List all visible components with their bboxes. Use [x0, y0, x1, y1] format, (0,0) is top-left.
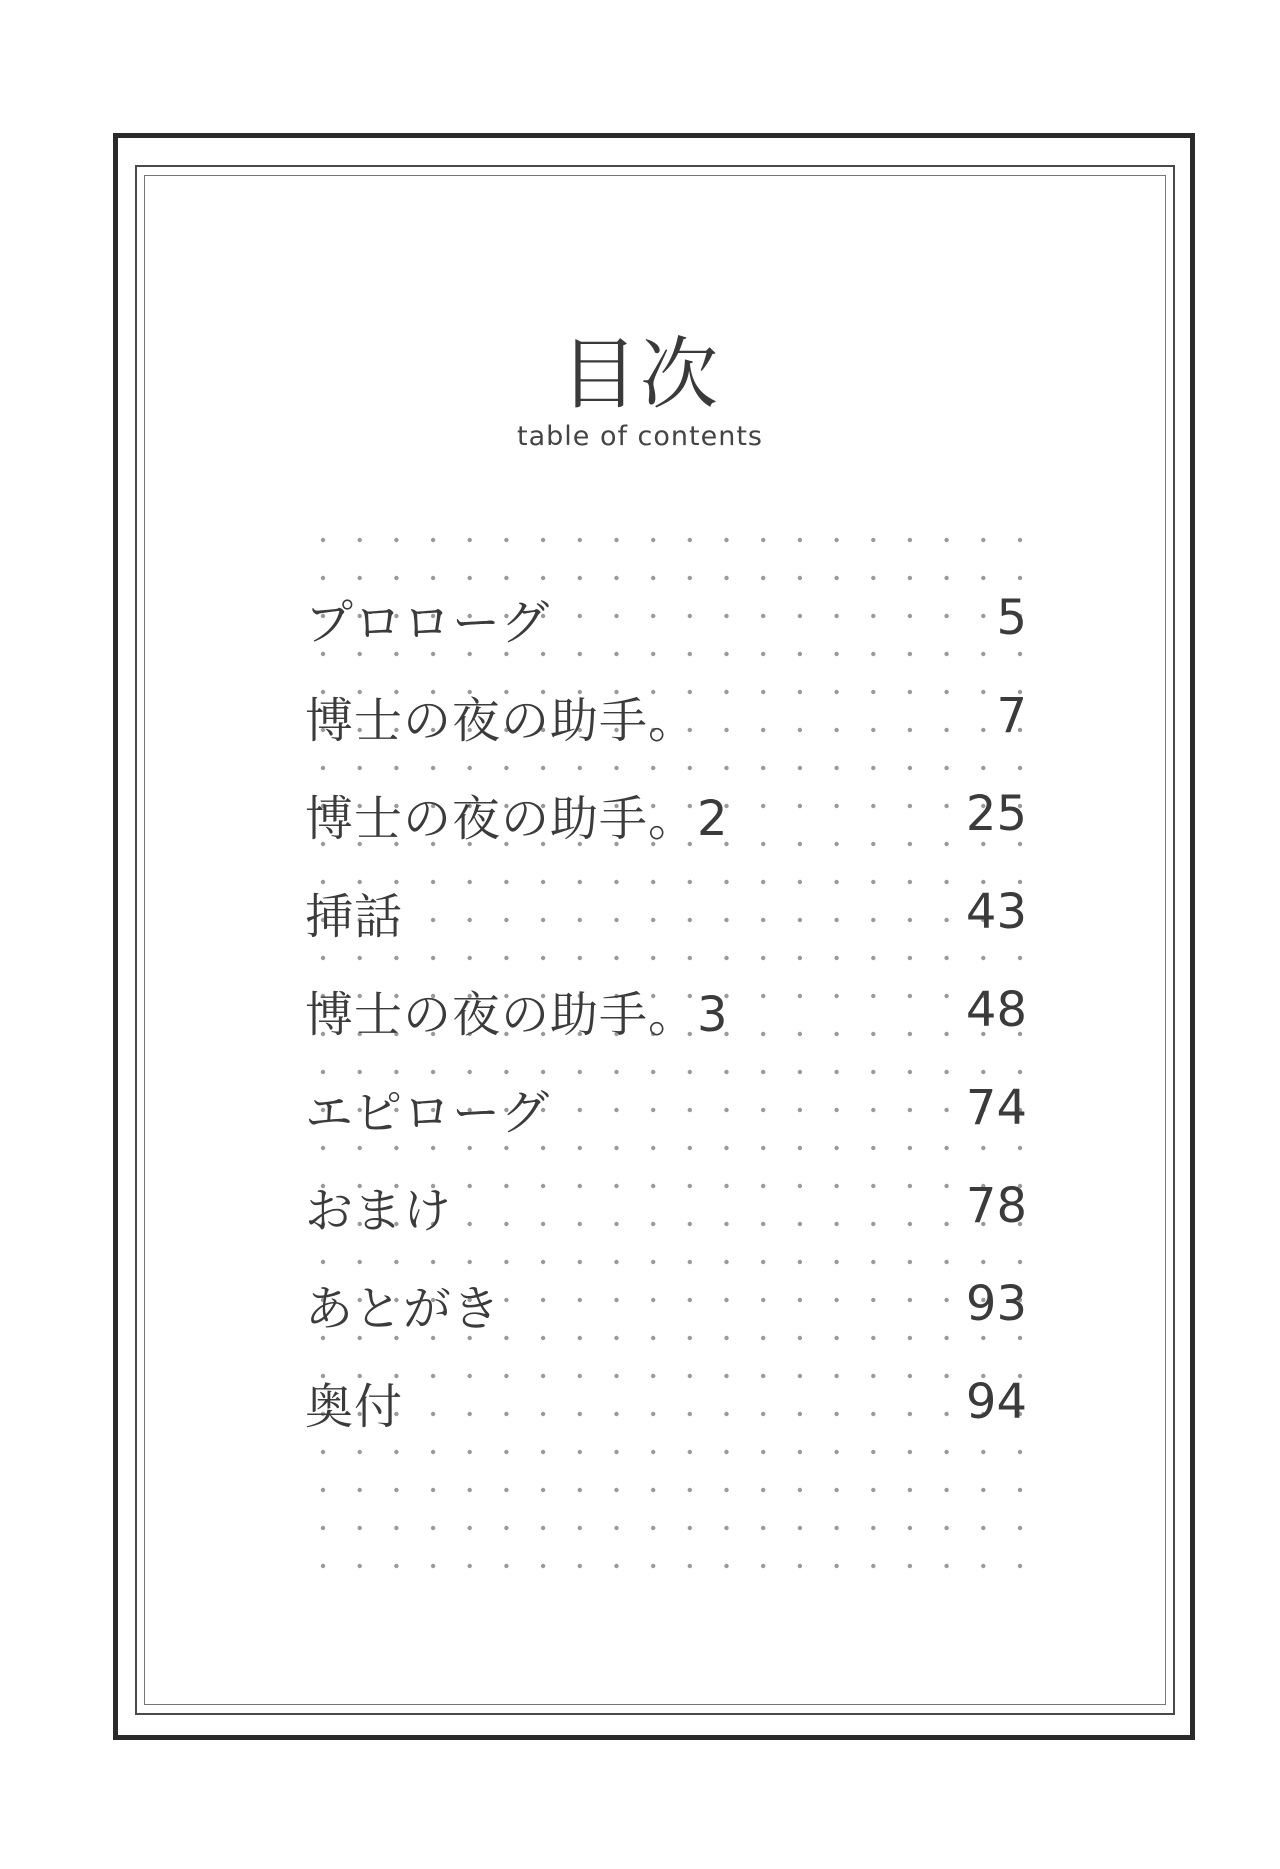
grid-dot — [394, 1146, 398, 1150]
grid-dot — [871, 1146, 875, 1150]
grid-dot — [761, 1526, 765, 1530]
grid-dot — [358, 766, 362, 770]
grid-dot — [798, 538, 802, 542]
grid-dot — [944, 1526, 948, 1530]
grid-dot — [504, 1450, 508, 1454]
grid-dot — [614, 538, 618, 542]
grid-dot — [614, 766, 618, 770]
toc-entry[interactable] — [305, 1073, 1027, 1143]
grid-dot — [321, 1146, 325, 1150]
toc-entry[interactable] — [305, 1269, 1027, 1339]
grid-dot — [1018, 1488, 1022, 1492]
grid-dot — [981, 956, 985, 960]
grid-dot — [981, 1564, 985, 1568]
grid-dot — [614, 1564, 618, 1568]
grid-dot — [944, 576, 948, 580]
grid-dot — [871, 1526, 875, 1530]
grid-dot — [504, 1564, 508, 1568]
grid-dot — [394, 538, 398, 542]
grid-dot — [468, 576, 472, 580]
grid-dot — [981, 1260, 985, 1264]
grid-dot — [358, 956, 362, 960]
grid-dot — [504, 1260, 508, 1264]
grid-dot — [358, 1526, 362, 1530]
toc-entry-page: 78 — [965, 1178, 1027, 1234]
toc-entry-page: 93 — [965, 1276, 1027, 1332]
grid-dot — [614, 1450, 618, 1454]
toc-entry-page: 43 — [965, 884, 1027, 940]
grid-dot — [578, 1146, 582, 1150]
grid-dot — [688, 1260, 692, 1264]
grid-dot — [394, 766, 398, 770]
grid-dot — [724, 538, 728, 542]
grid-dot — [981, 538, 985, 542]
grid-dot — [688, 538, 692, 542]
grid-dot — [688, 1450, 692, 1454]
page-title: 目次 — [559, 330, 720, 420]
grid-dot — [1018, 956, 1022, 960]
grid-dot — [578, 1526, 582, 1530]
grid-dot — [651, 1450, 655, 1454]
grid-dot — [431, 1526, 435, 1530]
toc-entry-label: おまけ — [305, 1182, 453, 1239]
grid-dot — [981, 1450, 985, 1454]
grid-dot — [908, 576, 912, 580]
toc-entry-label: 博士の夜の助手。 — [305, 692, 698, 749]
grid-dot — [431, 1260, 435, 1264]
grid-dot — [724, 576, 728, 580]
grid-dot — [761, 576, 765, 580]
grid-dot — [358, 1146, 362, 1150]
grid-dot — [394, 1526, 398, 1530]
grid-dot — [578, 1450, 582, 1454]
grid-dot — [321, 1260, 325, 1264]
grid-dot — [761, 538, 765, 542]
grid-dot — [724, 1260, 728, 1264]
grid-dot — [394, 1450, 398, 1454]
grid-dot — [798, 1564, 802, 1568]
grid-dot — [468, 538, 472, 542]
grid-dot — [761, 1488, 765, 1492]
grid-dot — [1018, 1450, 1022, 1454]
grid-dot — [614, 956, 618, 960]
grid-dot — [394, 1564, 398, 1568]
toc-entry-label: エピローグ — [305, 1084, 551, 1141]
toc-entry-page: 48 — [965, 982, 1027, 1038]
toc-entry-page: 5 — [996, 590, 1027, 646]
grid-dot — [944, 1450, 948, 1454]
grid-dot — [321, 956, 325, 960]
grid-dot — [358, 1564, 362, 1568]
grid-dot — [981, 766, 985, 770]
grid-dot — [761, 1146, 765, 1150]
grid-dot — [761, 1260, 765, 1264]
toc-entry-label: 博士の夜の助手。2 — [305, 790, 729, 847]
grid-dot — [468, 1526, 472, 1530]
grid-dot — [908, 956, 912, 960]
grid-dot — [724, 1450, 728, 1454]
toc-entry-label: 挿話 — [305, 888, 404, 945]
grid-dot — [871, 1564, 875, 1568]
grid-dot — [614, 1526, 618, 1530]
toc-entry-page: 94 — [965, 1374, 1027, 1430]
grid-dot — [468, 1146, 472, 1150]
grid-dot — [798, 1450, 802, 1454]
grid-dot — [1018, 1260, 1022, 1264]
grid-dot — [431, 1450, 435, 1454]
grid-dot — [578, 956, 582, 960]
grid-dot — [614, 1146, 618, 1150]
grid-dot — [541, 576, 545, 580]
toc-entry-label: 奥付 — [305, 1378, 404, 1435]
grid-dot — [358, 1260, 362, 1264]
grid-dot — [908, 1526, 912, 1530]
grid-dot — [761, 1450, 765, 1454]
grid-dot — [358, 576, 362, 580]
grid-dot — [578, 538, 582, 542]
grid-dot — [798, 1260, 802, 1264]
grid-dot — [541, 1526, 545, 1530]
grid-dot — [724, 1526, 728, 1530]
grid-dot — [321, 576, 325, 580]
grid-dot — [908, 1450, 912, 1454]
grid-dot — [541, 538, 545, 542]
grid-dot — [798, 1526, 802, 1530]
grid-dot — [688, 1564, 692, 1568]
grid-dot — [321, 766, 325, 770]
grid-dot — [651, 1564, 655, 1568]
grid-dot — [944, 1488, 948, 1492]
grid-dot — [394, 956, 398, 960]
toc-entry[interactable] — [305, 583, 1027, 653]
grid-dot — [871, 956, 875, 960]
grid-dot — [431, 1564, 435, 1568]
grid-dot — [321, 1450, 325, 1454]
grid-dot — [871, 538, 875, 542]
grid-dot — [688, 1526, 692, 1530]
grid-dot — [321, 1564, 325, 1568]
grid-dot — [431, 538, 435, 542]
grid-dot — [944, 956, 948, 960]
toc-entry-page: 25 — [965, 786, 1027, 842]
grid-dot — [908, 1564, 912, 1568]
toc-entry[interactable] — [305, 877, 1027, 947]
page-subtitle: table of contents — [516, 421, 763, 452]
grid-dot — [1018, 1564, 1022, 1568]
grid-dot — [431, 956, 435, 960]
grid-dot — [468, 1564, 472, 1568]
grid-dot — [651, 956, 655, 960]
grid-dot — [614, 576, 618, 580]
grid-dot — [724, 956, 728, 960]
grid-dot — [394, 1488, 398, 1492]
grid-dot — [834, 1526, 838, 1530]
grid-dot — [908, 1260, 912, 1264]
grid-dot — [578, 1260, 582, 1264]
grid-dot — [834, 538, 838, 542]
grid-dot — [578, 766, 582, 770]
grid-dot — [504, 538, 508, 542]
grid-dot — [504, 766, 508, 770]
grid-dot — [431, 766, 435, 770]
grid-dot — [981, 1488, 985, 1492]
toc-entry-label: あとがき — [305, 1280, 502, 1337]
grid-dot — [578, 576, 582, 580]
grid-dot — [761, 1564, 765, 1568]
grid-dot — [944, 1146, 948, 1150]
grid-dot — [798, 766, 802, 770]
grid-dot — [761, 766, 765, 770]
grid-dot — [358, 1488, 362, 1492]
grid-dot — [981, 1146, 985, 1150]
toc-entry-label: 博士の夜の助手。3 — [305, 986, 729, 1043]
grid-dot — [944, 1564, 948, 1568]
grid-dot — [468, 1488, 472, 1492]
grid-dot — [394, 576, 398, 580]
grid-dot — [724, 766, 728, 770]
grid-dot — [798, 1488, 802, 1492]
grid-dot — [541, 1488, 545, 1492]
grid-dot — [1018, 1146, 1022, 1150]
grid-dot — [651, 1488, 655, 1492]
grid-dot — [614, 1488, 618, 1492]
grid-dot — [541, 1146, 545, 1150]
grid-dot — [651, 538, 655, 542]
grid-dot — [834, 1146, 838, 1150]
grid-dot — [724, 1146, 728, 1150]
grid-dot — [1018, 1526, 1022, 1530]
grid-dot — [688, 766, 692, 770]
grid-dot — [651, 1146, 655, 1150]
toc-entry-page: 74 — [965, 1080, 1027, 1136]
grid-dot — [651, 1526, 655, 1530]
grid-dot — [468, 1450, 472, 1454]
toc-entry-label: プロローグ — [305, 594, 551, 651]
grid-dot — [798, 1146, 802, 1150]
grid-dot — [358, 538, 362, 542]
grid-dot — [908, 538, 912, 542]
grid-dot — [504, 1146, 508, 1150]
grid-dot — [321, 538, 325, 542]
toc-entry[interactable] — [305, 681, 1027, 751]
grid-dot — [504, 576, 508, 580]
grid-dot — [981, 576, 985, 580]
grid-dot — [944, 538, 948, 542]
grid-dot — [541, 956, 545, 960]
grid-dot — [834, 1260, 838, 1264]
grid-dot — [468, 956, 472, 960]
grid-dot — [651, 576, 655, 580]
grid-dot — [431, 576, 435, 580]
grid-dot — [614, 1260, 618, 1264]
grid-dot — [944, 766, 948, 770]
grid-dot — [834, 1564, 838, 1568]
toc-entry-page: 7 — [996, 688, 1027, 744]
grid-dot — [688, 1146, 692, 1150]
grid-dot — [578, 1488, 582, 1492]
grid-dot — [1018, 576, 1022, 580]
grid-dot — [541, 1450, 545, 1454]
grid-dot — [944, 1260, 948, 1264]
grid-dot — [541, 1260, 545, 1264]
grid-dot — [688, 576, 692, 580]
grid-dot — [908, 766, 912, 770]
toc-entry[interactable] — [305, 1171, 1027, 1241]
grid-dot — [908, 1488, 912, 1492]
grid-dot — [834, 766, 838, 770]
grid-dot — [468, 766, 472, 770]
grid-dot — [871, 576, 875, 580]
grid-dot — [651, 1260, 655, 1264]
grid-dot — [504, 956, 508, 960]
grid-dot — [321, 1526, 325, 1530]
grid-dot — [981, 1526, 985, 1530]
grid-dot — [798, 576, 802, 580]
grid-dot — [321, 1488, 325, 1492]
grid-dot — [651, 766, 655, 770]
grid-dot — [578, 1564, 582, 1568]
toc-entry[interactable] — [305, 779, 1027, 849]
grid-dot — [871, 766, 875, 770]
grid-dot — [504, 1488, 508, 1492]
grid-dot — [431, 1488, 435, 1492]
grid-dot — [834, 956, 838, 960]
grid-dot — [761, 956, 765, 960]
grid-dot — [871, 1488, 875, 1492]
grid-dot — [834, 1488, 838, 1492]
grid-dot — [504, 1526, 508, 1530]
grid-dot — [834, 1450, 838, 1454]
grid-dot — [908, 1146, 912, 1150]
toc-entry[interactable] — [305, 975, 1027, 1045]
grid-dot — [468, 1260, 472, 1264]
grid-dot — [724, 1564, 728, 1568]
grid-dot — [1018, 766, 1022, 770]
grid-dot — [541, 1564, 545, 1568]
grid-dot — [431, 1146, 435, 1150]
grid-dot — [834, 576, 838, 580]
grid-dot — [358, 1450, 362, 1454]
grid-dot — [871, 1260, 875, 1264]
grid-dot — [394, 1260, 398, 1264]
grid-dot — [688, 1488, 692, 1492]
grid-dot — [688, 956, 692, 960]
grid-dot — [871, 1450, 875, 1454]
grid-dot — [724, 1488, 728, 1492]
grid-dot — [541, 766, 545, 770]
toc-entry[interactable] — [305, 1367, 1027, 1437]
grid-dot — [1018, 538, 1022, 542]
grid-dot — [798, 956, 802, 960]
